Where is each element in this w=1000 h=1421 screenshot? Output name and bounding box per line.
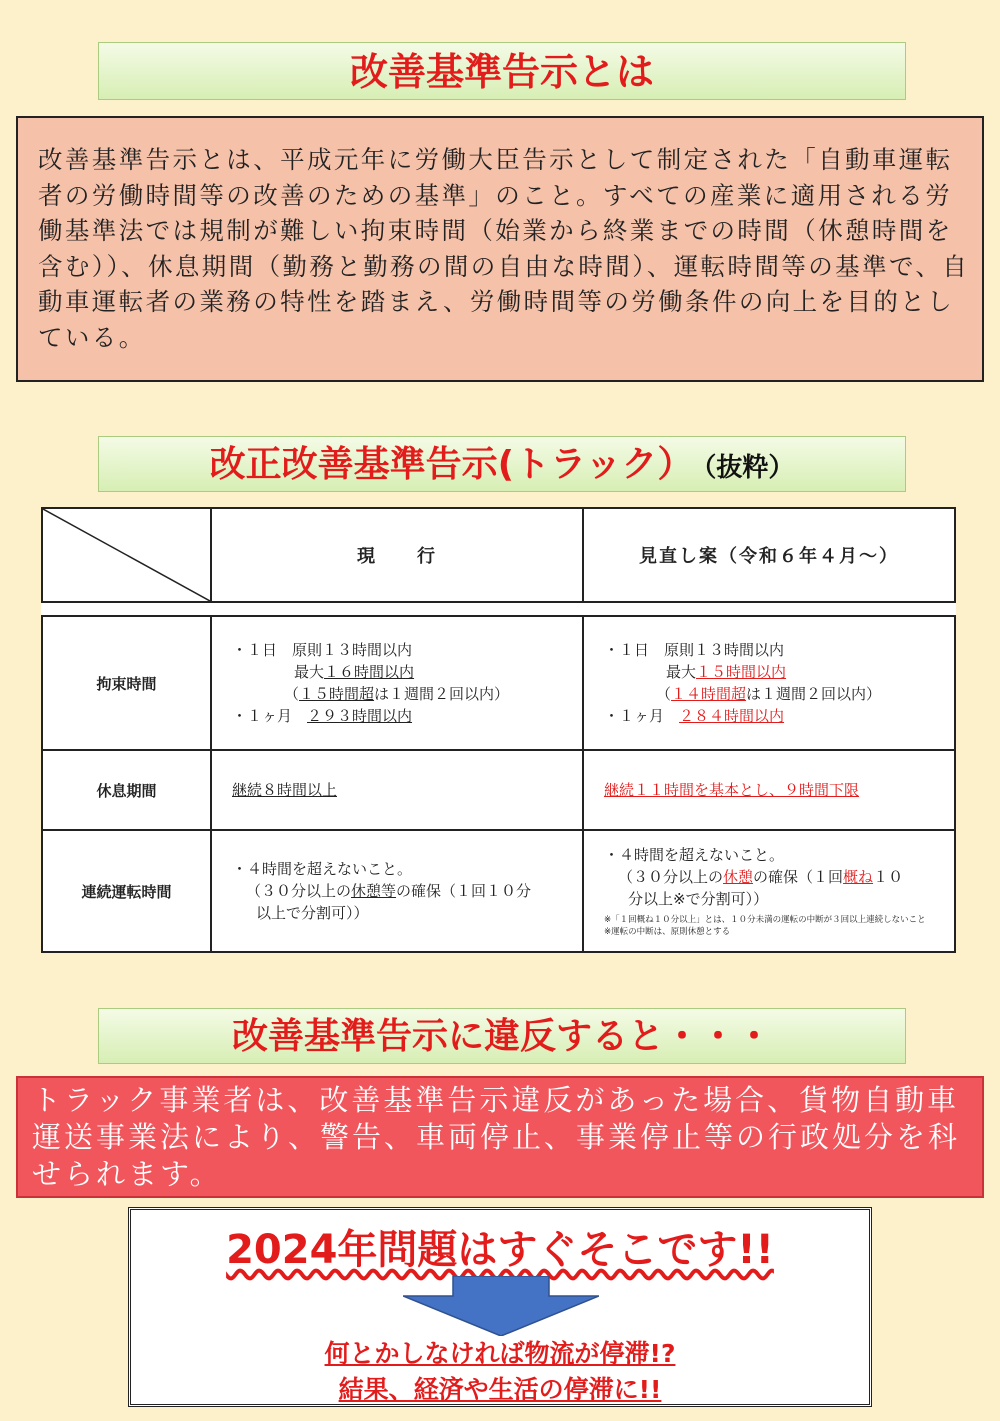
cur-paren-open: （ [284, 685, 300, 703]
diagonal-line [43, 509, 210, 601]
cell-revised-driving [583, 830, 955, 952]
cell-current-binding [211, 616, 583, 750]
section-title-violation: 改善基準告示に違反すると・・・ [98, 1008, 906, 1064]
table-spacer-row [42, 602, 955, 616]
rev-driving-line2 [604, 866, 944, 888]
section-title-revision [98, 436, 906, 492]
rev-break-word: 休憩 [723, 868, 754, 886]
rev-rest-value: 継続１１時間を基本とし、９時間下限 [604, 781, 860, 799]
cur-binding-line2 [232, 661, 572, 683]
table-row [42, 830, 955, 952]
cur-driving-line2 [232, 880, 572, 902]
rev-over-value: １４時間超 [671, 685, 747, 703]
table-header-row [42, 508, 955, 602]
cur-rest-value: 継続８時間以上 [232, 781, 338, 799]
cur-binding-line4 [232, 705, 572, 727]
rev-break-mid: の確保（１回 [753, 868, 844, 886]
rev-driving-line3: 分以上※で分割可）） [628, 890, 769, 908]
rev-max-value: １５時間以内 [696, 663, 787, 681]
violation-warning-box [16, 1076, 984, 1198]
row-label-rest-period: 休息期間 [42, 750, 211, 830]
cell-current-rest [211, 750, 583, 830]
cur-over-rule: は１週間２回以内） [374, 685, 510, 703]
cur-binding-line1: ・１日 原則１３時間以内 [232, 641, 413, 659]
header-revised: 見直し案（令和６年４月〜） [583, 508, 955, 602]
comparison-table [41, 507, 956, 953]
definition-text: 改善基準告示とは、平成元年に労働大臣告示として制定された「自動車運転者の労働時間等の改善のための基準」のこと。すべての産業に適用される労働基準法では規制が難しい拘束時間（始業から終業までの時間（休憩時間を含む））、休息期間（勤務と勤務の間の自由な時間）、運転時間等の基準で、自動車運転者の業務の特性を踏まえ、労働時間等の労働条件の向上を目的としている。 [38, 145, 970, 352]
table-row [42, 616, 955, 750]
rev-break-pre: （３０分以上の [618, 868, 724, 886]
cell-revised-rest [583, 750, 955, 830]
rev-break-num: １０ [873, 868, 904, 886]
cur-month-value: ２９３時間以内 [307, 707, 413, 725]
message-logistics: 何とかしなければ物流が停滞!? [324, 1339, 676, 1368]
rev-approx-word: 概ね [843, 868, 874, 886]
rev-paren-open: （ [656, 685, 672, 703]
rev-month-value: ２８４時間以内 [679, 707, 785, 725]
row-label-binding-time: 拘束時間 [42, 616, 211, 750]
cur-month-label: ・１ヶ月 [232, 707, 308, 725]
cur-max-label: 最大 [294, 663, 325, 681]
cur-binding-line3 [232, 683, 572, 705]
down-arrow-icon [403, 1276, 599, 1336]
revision-title-sub: （抜粋） [703, 453, 795, 483]
cur-driving-line3: 以上で分割可）） [256, 904, 369, 922]
row-label-driving-time: 連続運転時間 [42, 830, 211, 952]
cur-max-value: １６時間以内 [324, 663, 415, 681]
footnote-1: ※「１回概ね１０分以上」とは、１０分未満の運転の中断が３回以上連続しないこと [604, 915, 926, 925]
table-row [42, 750, 955, 830]
cur-driving-line1: ・４時間を超えないこと。 [232, 860, 413, 878]
violation-warning-text: トラック事業者は、改善基準告示違反があった場合、貨物自動車運送事業法により、警告、車両停止、事業停止等の行政処分を科せられます。 [32, 1083, 961, 1191]
rev-binding-line1: ・１日 原則１３時間以内 [604, 641, 785, 659]
cur-break-post: の確保（１回１０分 [396, 882, 532, 900]
revision-title-text: 改正改善基準告示(トラック） [209, 444, 694, 485]
section-title-definition: 改善基準告示とは [98, 42, 906, 100]
rev-binding-line4 [604, 705, 944, 727]
definition-box [16, 116, 984, 382]
rev-max-label: 最大 [666, 663, 697, 681]
rev-binding-line2 [604, 661, 944, 683]
header-current: 現 行 [211, 508, 583, 602]
callout-box [128, 1207, 872, 1407]
message-economy: 結果、経済や生活の停滞に!! [338, 1375, 662, 1404]
rev-driving-line1: ・４時間を超えないこと。 [604, 846, 785, 864]
cell-revised-binding [583, 616, 955, 750]
rev-month-label: ・１ヶ月 [604, 707, 680, 725]
cur-break-word: 休憩等 [351, 882, 397, 900]
cur-break-pre: （３０分以上の [246, 882, 352, 900]
footnote-2: ※運転の中断は、原則休憩とする [604, 927, 731, 937]
diagonal-header-cell [42, 508, 211, 602]
rev-over-rule: は１週間２回以内） [746, 685, 882, 703]
headline-2024: 2024年問題はすぐそこです!! [226, 1227, 774, 1273]
cur-over-value: １５時間超 [299, 685, 375, 703]
cell-current-driving [211, 830, 583, 952]
rev-binding-line3 [604, 683, 944, 705]
